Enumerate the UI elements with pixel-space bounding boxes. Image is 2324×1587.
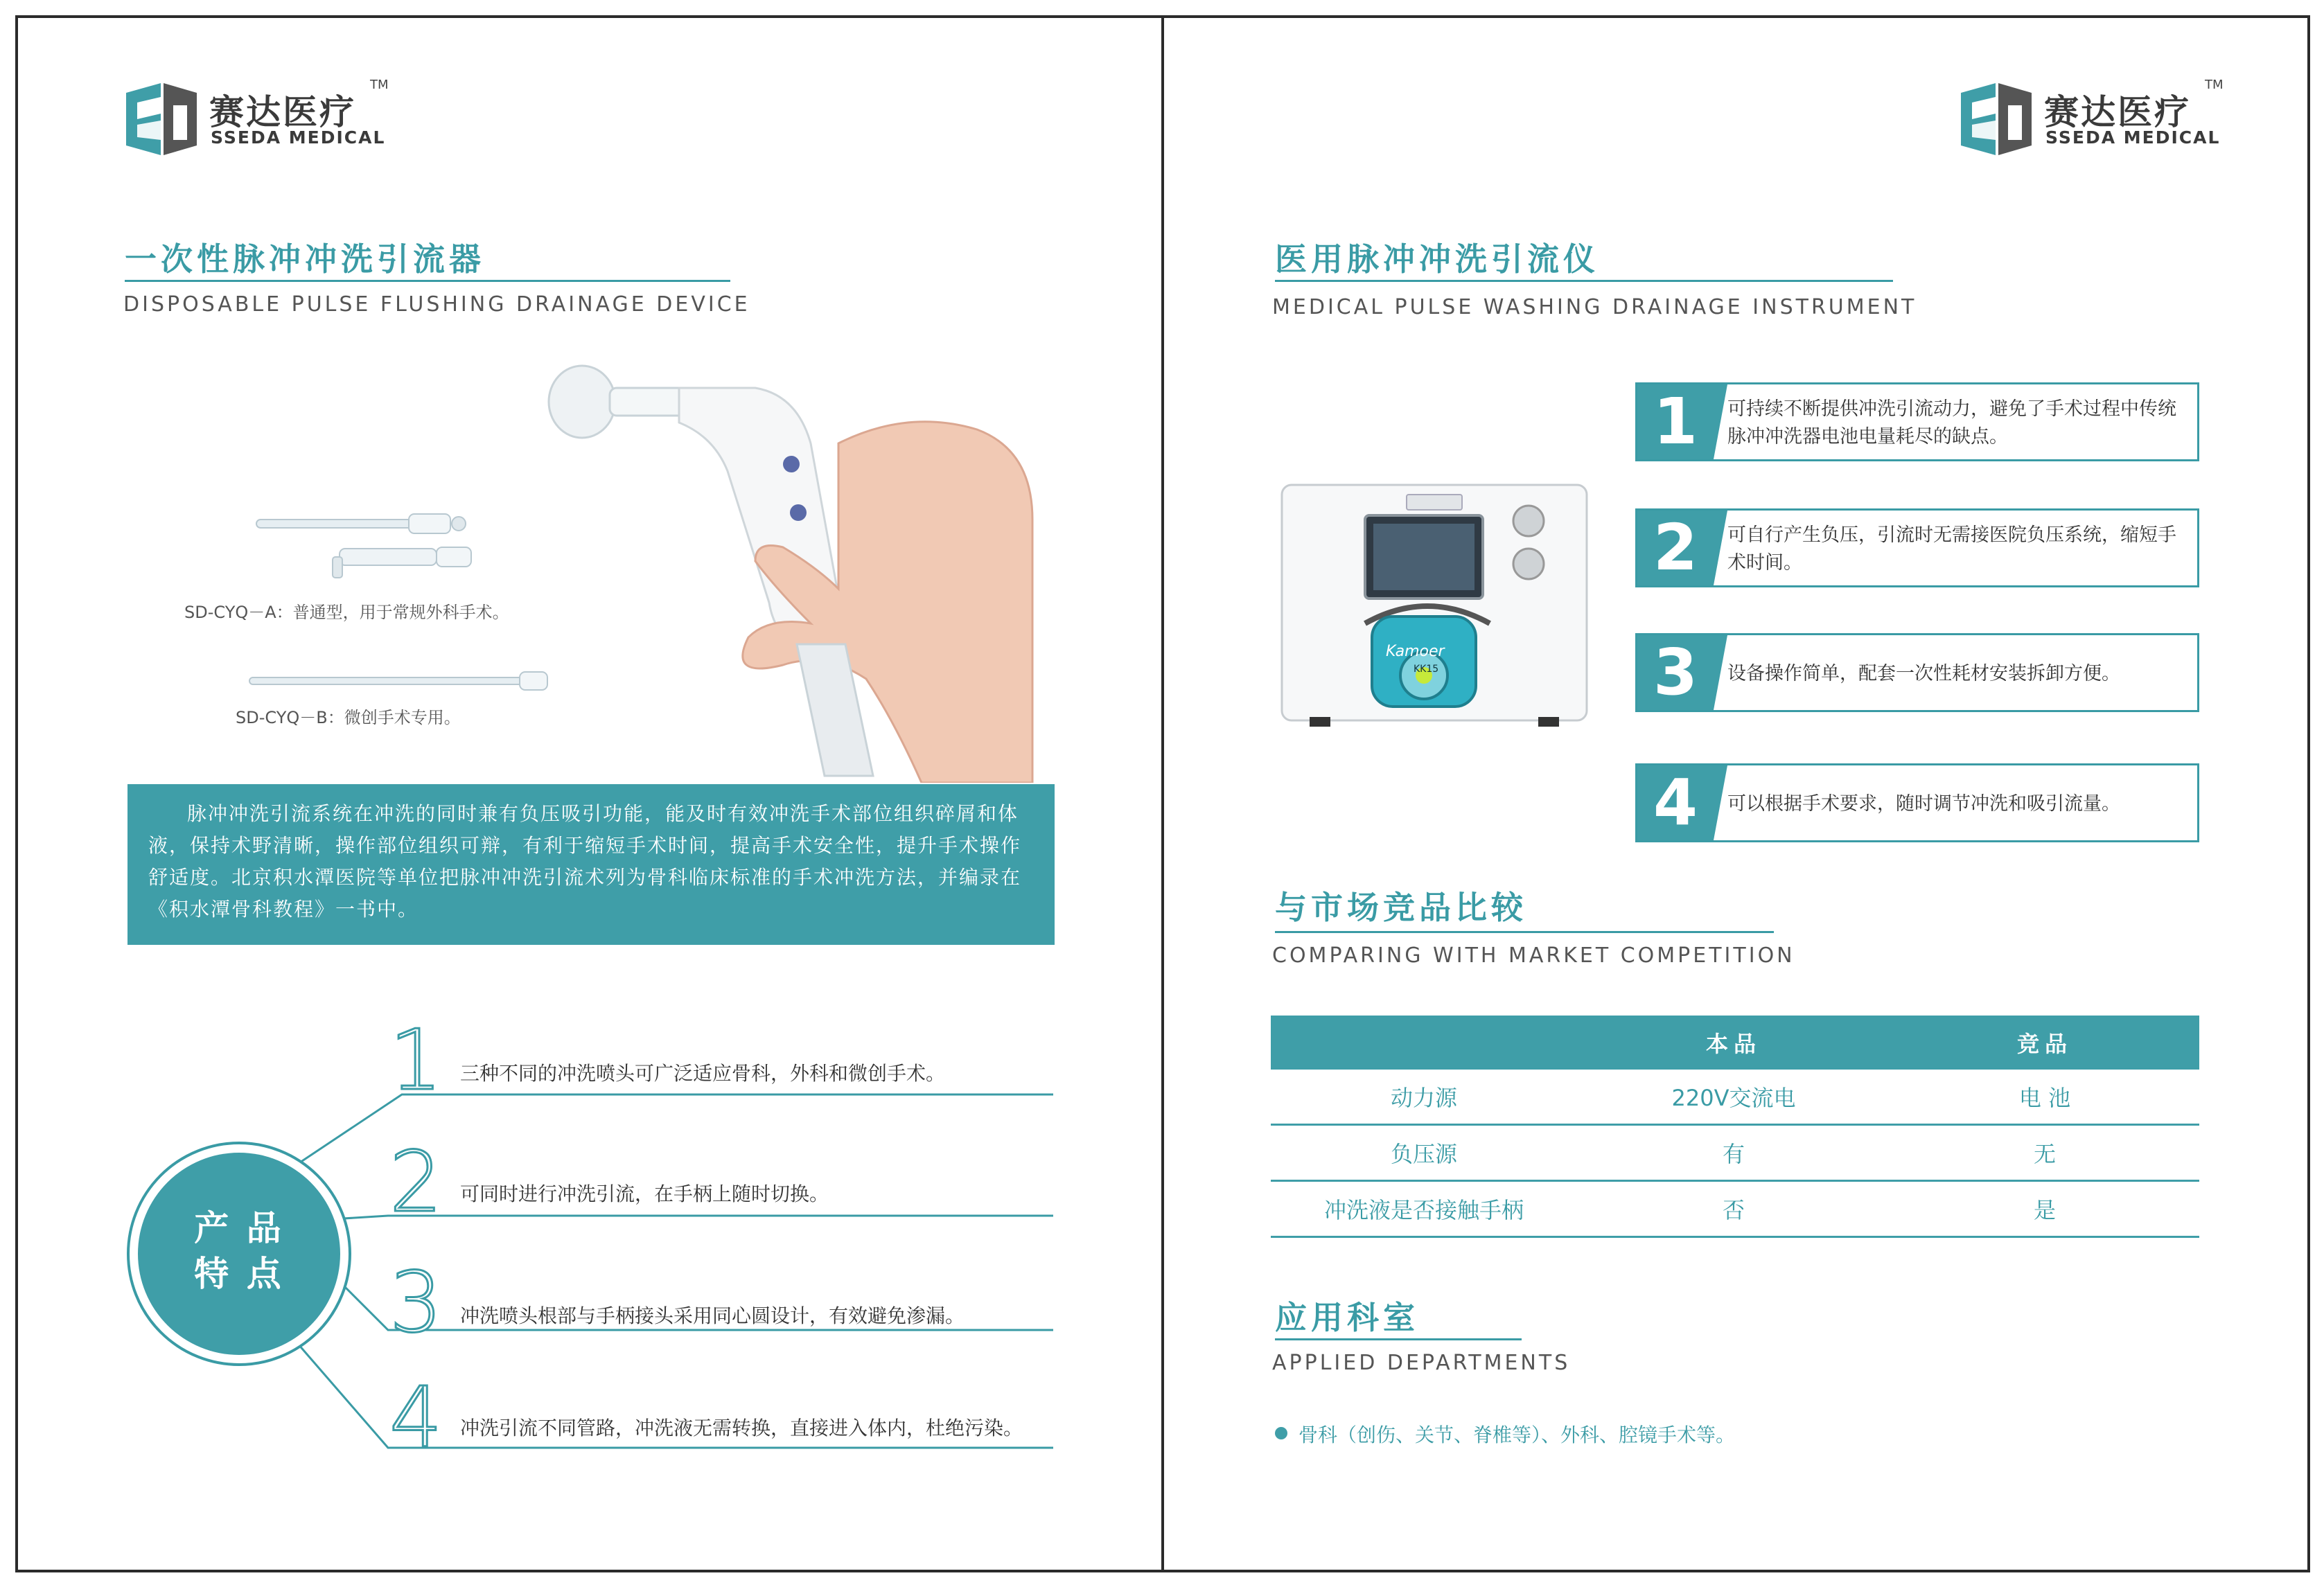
- pulse-flushing-handpiece-image: [547, 360, 1053, 783]
- brand-logo-icon: [1958, 82, 2034, 157]
- compare-title-underline: [1275, 931, 1774, 933]
- advantage-3-number: 3: [1637, 635, 1714, 710]
- feature-2-text: 可同时进行冲洗引流，在手柄上随时切换。: [460, 1182, 829, 1205]
- dept-title: 应用科室: [1275, 1299, 1419, 1336]
- irrigation-tubes-image: [243, 485, 554, 707]
- table-cell: 有: [1577, 1125, 1890, 1181]
- feature-1-text: 三种不同的冲洗喷头可广泛适应骨科，外科和微创手术。: [460, 1062, 946, 1085]
- left-title: 一次性脉冲冲洗引流器: [125, 240, 485, 278]
- comparison-header-blank: [1271, 1016, 1577, 1070]
- table-cell: 冲洗液是否接触手柄: [1271, 1181, 1577, 1237]
- advantage-2-text: 可自行产生负压，引流时无需接医院负压系统，缩短手术时间。: [1727, 524, 2176, 574]
- brand-name-en: SSEDA MEDICAL: [2045, 127, 2221, 148]
- comparison-header-row: [1271, 1016, 2199, 1070]
- compare-title: 与市场竞品比较: [1275, 889, 1527, 926]
- feature-4-text: 冲洗引流不同管路，冲洗液无需转换，直接进入体内，杜绝污染。: [460, 1417, 1023, 1439]
- table-row: [1271, 1181, 2199, 1237]
- advantage-1-text: 可持续不断提供冲洗引流动力，避免了手术过程中传统脉冲冲洗器电池电量耗尽的缺点。: [1727, 398, 2176, 447]
- trademark: TM: [2205, 78, 2224, 92]
- device-model-label: KK15: [1414, 664, 1439, 675]
- brand-name-cn: 赛达医疗: [2044, 92, 2191, 132]
- features-badge-line2: 特 点: [194, 1254, 284, 1294]
- table-cell: 否: [1577, 1181, 1890, 1237]
- feature-2-number: 2: [389, 1135, 443, 1231]
- table-row: [1271, 1125, 2199, 1181]
- left-subtitle: DISPOSABLE PULSE FLUSHING DRAINAGE DEVICE: [123, 292, 750, 317]
- comparison-header-ours: 本品: [1577, 1016, 1890, 1070]
- brand-name-cn: 赛达医疗: [209, 92, 356, 132]
- features-badge: [152, 1205, 326, 1297]
- trademark: TM: [370, 78, 389, 92]
- table-cell: 电 池: [1890, 1070, 2199, 1125]
- feature-3-number: 3: [389, 1255, 443, 1351]
- feature-1-number: 1: [389, 1013, 443, 1109]
- device-brand-label: Kamoer: [1386, 643, 1445, 660]
- advantage-3-text: 设备操作简单，配套一次性耗材安装拆卸方便。: [1727, 663, 2120, 684]
- feature-3-text: 冲洗喷头根部与手柄接头采用同心圆设计，有效避免渗漏。: [460, 1304, 965, 1327]
- advantage-4-number: 4: [1637, 765, 1714, 840]
- left-logo: [123, 78, 414, 158]
- right-title-underline: [1275, 280, 1893, 282]
- caption-sd-cyq-b: SD-CYQ－B：微创手术专用。: [236, 708, 461, 727]
- dept-text: 骨科（创伤、关节、脊椎等）、外科、腔镜手术等。: [1299, 1424, 1736, 1446]
- advantage-4: [1635, 763, 2199, 842]
- advantage-1-number: 1: [1637, 384, 1714, 459]
- features-badge-line1: 产 品: [194, 1208, 284, 1248]
- advantage-2-number: 2: [1637, 511, 1714, 585]
- left-description-text: 脉冲冲洗引流系统在冲洗的同时兼有负压吸引功能，能及时有效冲洗手术部位组织碎屑和体液，保持术野清晰，操作部位组织可辩，有利于缩短手术时间，提高手术安全性，提升手术操作舒适度。北京积水潭医院等单位把脉冲冲洗引流术列为骨科临床标准的手术冲洗方法，并编录在《积水潭骨科教程》一书中。: [148, 802, 1022, 921]
- table-cell: 无: [1890, 1125, 2199, 1181]
- table-cell: 负压源: [1271, 1125, 1577, 1181]
- brand-name-en: SSEDA MEDICAL: [211, 127, 386, 148]
- dept-title-underline: [1275, 1338, 1522, 1340]
- brand-logo-icon: [123, 82, 200, 157]
- table-row: [1271, 1070, 2199, 1125]
- table-cell: 动力源: [1271, 1070, 1577, 1125]
- advantage-4-text: 可以根据手术要求，随时调节冲洗和吸引流量。: [1727, 793, 2120, 815]
- table-cell: 是: [1890, 1181, 2199, 1237]
- left-description-box: [127, 784, 1055, 945]
- drainage-instrument-image: [1275, 478, 1608, 741]
- right-logo: [1958, 78, 2249, 158]
- dept-subtitle: APPLIED DEPARTMENTS: [1272, 1351, 1571, 1375]
- advantage-1: [1635, 382, 2199, 461]
- right-subtitle: MEDICAL PULSE WASHING DRAINAGE INSTRUMENT: [1272, 295, 1917, 319]
- table-cell: 220V交流电: [1577, 1070, 1890, 1125]
- compare-subtitle: COMPARING WITH MARKET COMPETITION: [1272, 943, 1795, 968]
- right-title: 医用脉冲冲洗引流仪: [1275, 240, 1599, 278]
- comparison-table: [1271, 1016, 2199, 1238]
- caption-sd-cyq-a: SD-CYQ－A：普通型，用于常规外科手术。: [184, 603, 509, 622]
- bullet-icon: [1275, 1427, 1287, 1439]
- comparison-header-competitor: 竞品: [1890, 1016, 2199, 1070]
- left-title-underline: [125, 280, 730, 282]
- feature-4-number: 4: [389, 1370, 443, 1466]
- advantage-3: [1635, 633, 2199, 712]
- advantage-2: [1635, 508, 2199, 587]
